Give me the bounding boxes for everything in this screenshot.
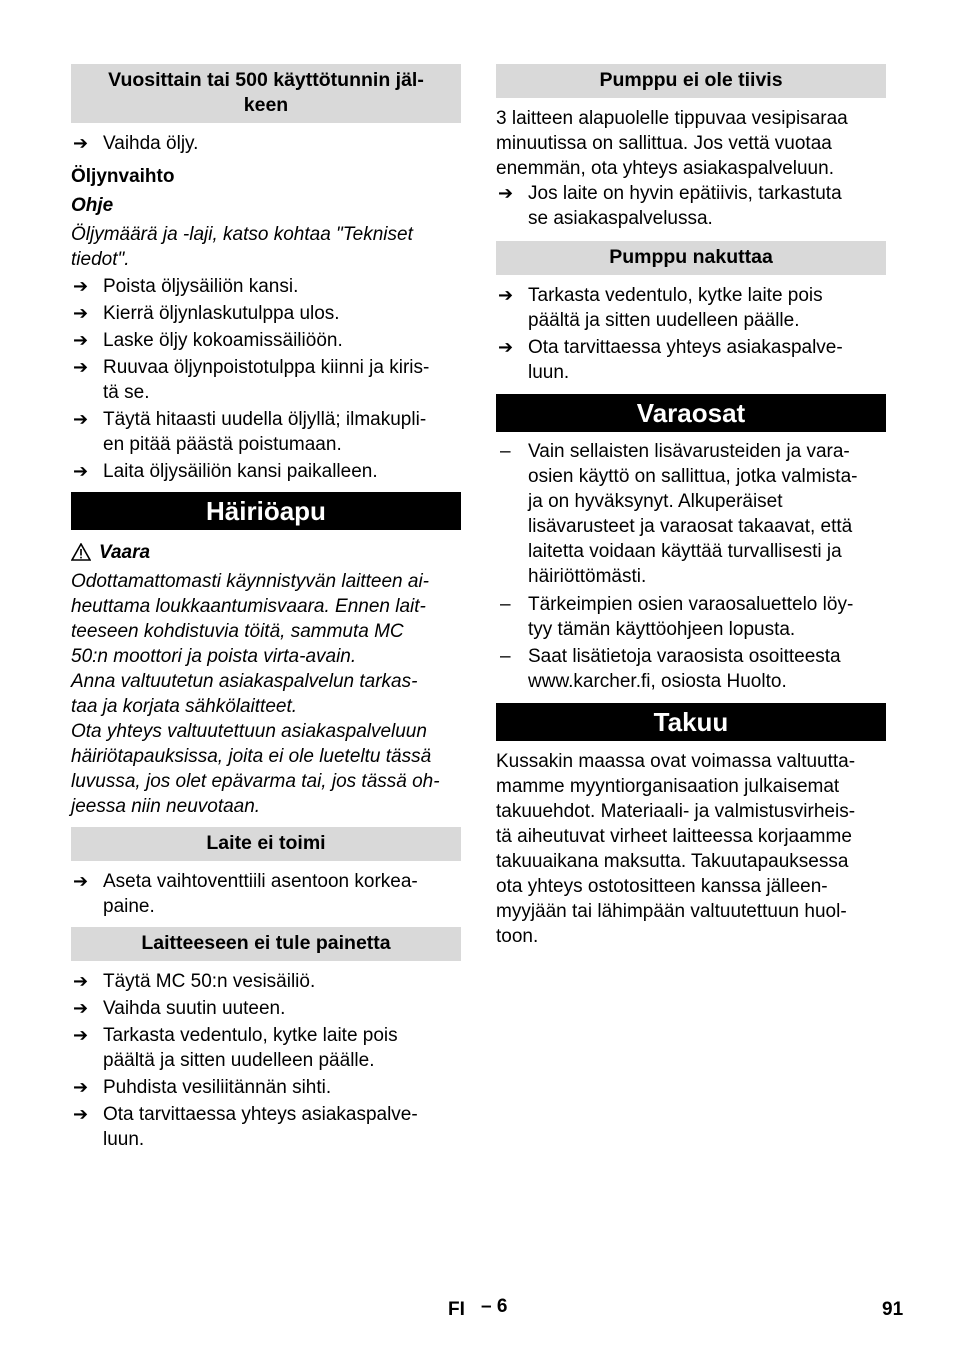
leak-heading: Pumppu ei ole tiivis xyxy=(496,64,886,98)
knock-step-2: ➔ Ota tarvittaessa yhteys asiakaspalve- luun. xyxy=(498,337,843,383)
danger-text: Odottamattomasti käynnistyvän laitteen ai- heuttama loukkaantumisvaara. Ennen lait- teeseen kohdistuvia töitä, sammuta MC 50:n moottori ja poista virta-avain. Anna valtuutetun asiakaspalvelun tarkas- taa ja korjata sähkölaitteet. Ota yhteys valtuutettuun asiakaspalveluun häiriötapauksissa, joita ei ole lueteltu tässä luvussa, jos olet epävarma tai, jos tässä oh- jeessa niin neuvotaan. xyxy=(71,571,440,817)
oil-step-6: ➔ Laita öljysäiliön kansi paikalleen. xyxy=(73,461,378,482)
arrow-right-icon: ➔ xyxy=(73,409,89,430)
oil-step-5: ➔ Täytä hitaasti uudella öljyllä; ilmakupli- en pitää päästä poistumaan. xyxy=(73,409,427,455)
danger-label-line: Vaara xyxy=(71,540,461,565)
arrow-right-icon: ➔ xyxy=(498,183,514,204)
arrow-right-icon: ➔ xyxy=(73,357,89,378)
warranty-heading: Takuu xyxy=(496,703,886,741)
parts-item-2: – Tärkeimpien osien varaosaluettelo löy- tyy tämän käyttöohjeen lopusta. xyxy=(500,594,854,640)
trouble-heading: Häiriöapu xyxy=(71,492,461,530)
parts-item-3: – Saat lisätietoja varaosista osoitteesta www.karcher.fi, osiosta Huolto. xyxy=(500,646,841,692)
yearly-step: ➔ Vaihda öljy. xyxy=(73,133,199,154)
footer-language: FI xyxy=(448,1299,465,1320)
yearly-heading: Vuosittain tai 500 käyttötunnin jäl- keen xyxy=(71,64,461,123)
oil-step-4: ➔ Ruuvaa öljynpoistotulppa kiinni ja kiris- tä se. xyxy=(73,357,430,403)
leak-text: 3 laitteen alapuolelle tippuvaa vesipisaraa minuutissa on sallittua. Jos vettä vuotaa enemmän, ota yhteys asiakaspalveluun. xyxy=(496,108,848,179)
oil-step-1: ➔ Poista öljysäiliön kansi. xyxy=(73,276,299,297)
note-text: Öljymäärä ja -laji, katso kohtaa "Tekniset tiedot". xyxy=(71,224,413,270)
arrow-right-icon: ➔ xyxy=(73,330,89,351)
no-pressure-step-2: ➔ Vaihda suutin uuteen. xyxy=(73,998,286,1019)
footer-section-page: – 6 xyxy=(481,1296,508,1317)
arrow-right-icon: ➔ xyxy=(73,998,89,1019)
not-working-step: ➔ Aseta vaihtoventtiili asentoon korkea- paine. xyxy=(73,871,418,917)
no-pressure-step-4: ➔ Puhdista vesiliitännän sihti. xyxy=(73,1077,332,1098)
arrow-right-icon: ➔ xyxy=(73,1025,89,1046)
arrow-right-icon: ➔ xyxy=(73,133,89,154)
oil-step-2: ➔ Kierrä öljynlaskutulppa ulos. xyxy=(73,303,340,324)
arrow-right-icon: ➔ xyxy=(73,1104,89,1125)
arrow-right-icon: ➔ xyxy=(73,276,89,297)
right-column xyxy=(496,64,886,949)
footer-page-number: 91 xyxy=(882,1299,904,1320)
no-pressure-step-1: ➔ Täytä MC 50:n vesisäiliö. xyxy=(73,971,316,992)
no-pressure-step-3: ➔ Tarkasta vedentulo, kytke laite pois päältä ja sitten uudelleen päälle. xyxy=(73,1025,398,1071)
leak-step: ➔ Jos laite on hyvin epätiivis, tarkastuta se asiakaspalvelussa. xyxy=(498,183,842,229)
arrow-right-icon: ➔ xyxy=(498,337,514,358)
oil-step-3: ➔ Laske öljy kokoamissäiliöön. xyxy=(73,330,343,351)
oil-change-title: Öljynvaihto xyxy=(71,166,175,187)
arrow-right-icon: ➔ xyxy=(73,461,89,482)
no-pressure-heading: Laitteeseen ei tule painetta xyxy=(71,927,461,961)
parts-heading: Varaosat xyxy=(496,394,886,432)
arrow-right-icon: ➔ xyxy=(73,971,89,992)
not-working-heading: Laite ei toimi xyxy=(71,827,461,861)
arrow-right-icon: ➔ xyxy=(73,1077,89,1098)
left-column xyxy=(71,64,461,1152)
arrow-right-icon: ➔ xyxy=(73,303,89,324)
arrow-right-icon: ➔ xyxy=(73,871,89,892)
note-label: Ohje xyxy=(71,195,114,216)
arrow-right-icon: ➔ xyxy=(498,285,514,306)
warranty-text: Kussakin maassa ovat voimassa valtuutta- mamme myyntiorganisaation julkaisemat takuuehdot. Materiaali- ja valmistusvirheis- tä aiheutuvat virheet laitteessa korjaamme takuuaikana maksutta. Takuutapauksessa ota yhteys ostotositteen kanssa jälleen- myyjään tai lähimpään valtuutettuun huol- toon. xyxy=(496,751,856,947)
knock-step-1: ➔ Tarkasta vedentulo, kytke laite pois päältä ja sitten uudelleen päälle. xyxy=(498,285,823,331)
knock-heading: Pumppu nakuttaa xyxy=(496,241,886,275)
parts-item-1: – Vain sellaisten lisävarusteiden ja vara- osien käyttö on sallittua, jotka valmista- ja on hyväksynyt. Alkuperäiset lisävarusteet ja varaosat takaavat, että laitetta voidaan käyttää turvallisesti ja häiriöttömästi. xyxy=(500,441,858,587)
no-pressure-step-5: ➔ Ota tarvittaessa yhteys asiakaspalve- luun. xyxy=(73,1104,418,1150)
warning-triangle-icon xyxy=(71,543,91,561)
